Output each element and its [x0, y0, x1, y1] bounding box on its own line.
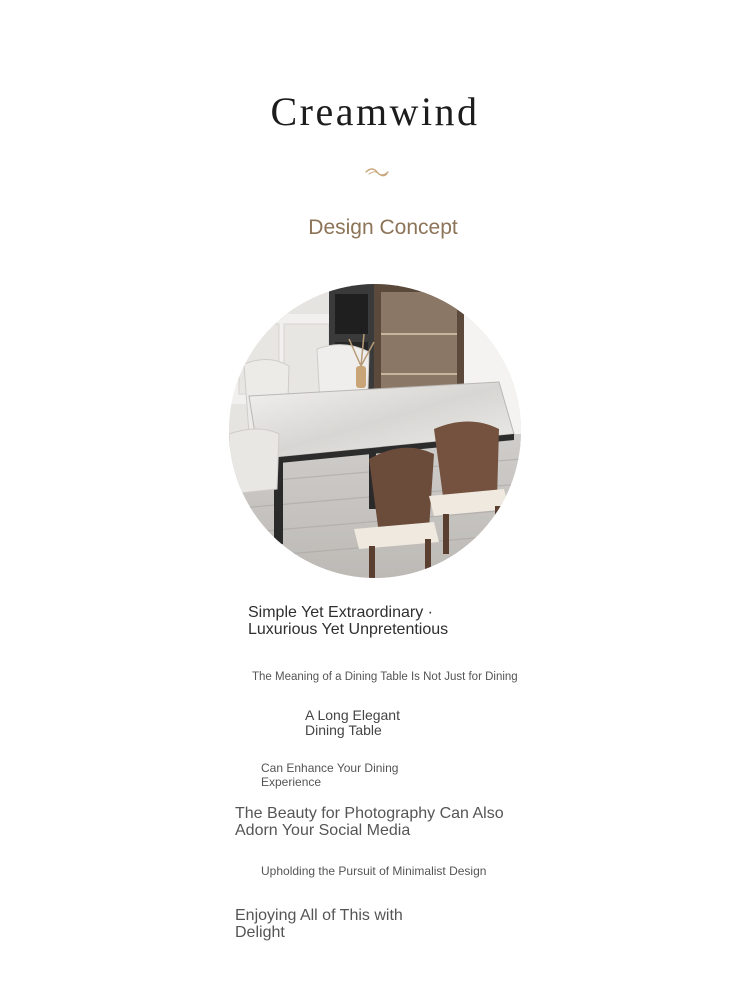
subtext-enhance-experience [261, 762, 398, 790]
headline-line: Delight [235, 923, 285, 941]
headline-line: Simple Yet Extraordinary · [248, 604, 433, 621]
subtext-meaning-of-table: The Meaning of a Dining Table Is Not Just for Dining [252, 671, 518, 683]
subtext-line: Experience [261, 774, 322, 789]
headline-long-elegant-table [305, 708, 400, 737]
subtext-minimalist-design: Upholding the Pursuit of Minimalist Design [261, 864, 487, 878]
headline-beauty-photography [235, 806, 504, 840]
headline-line: The Beauty for Photography Can Also [235, 805, 504, 822]
headline-line: Dining Table [305, 721, 382, 738]
headline-line: Adorn Your Social Media [235, 821, 411, 839]
dining-table-photo-icon [229, 284, 521, 578]
subtext-line: Can Enhance Your Dining [261, 761, 399, 775]
headline-line: A Long Elegant [305, 707, 400, 723]
headline-line: Luxurious Yet Unpretentious [248, 620, 449, 638]
flourish-divider-icon [364, 166, 390, 178]
headline-enjoying-delight [235, 908, 403, 942]
headline-simple-yet-extraordinary [248, 605, 448, 639]
hero-image [229, 284, 521, 578]
headline-line: Enjoying All of This with [235, 907, 403, 924]
section-title: Design Concept [308, 216, 458, 239]
brand-logo: Creamwind [270, 89, 480, 134]
